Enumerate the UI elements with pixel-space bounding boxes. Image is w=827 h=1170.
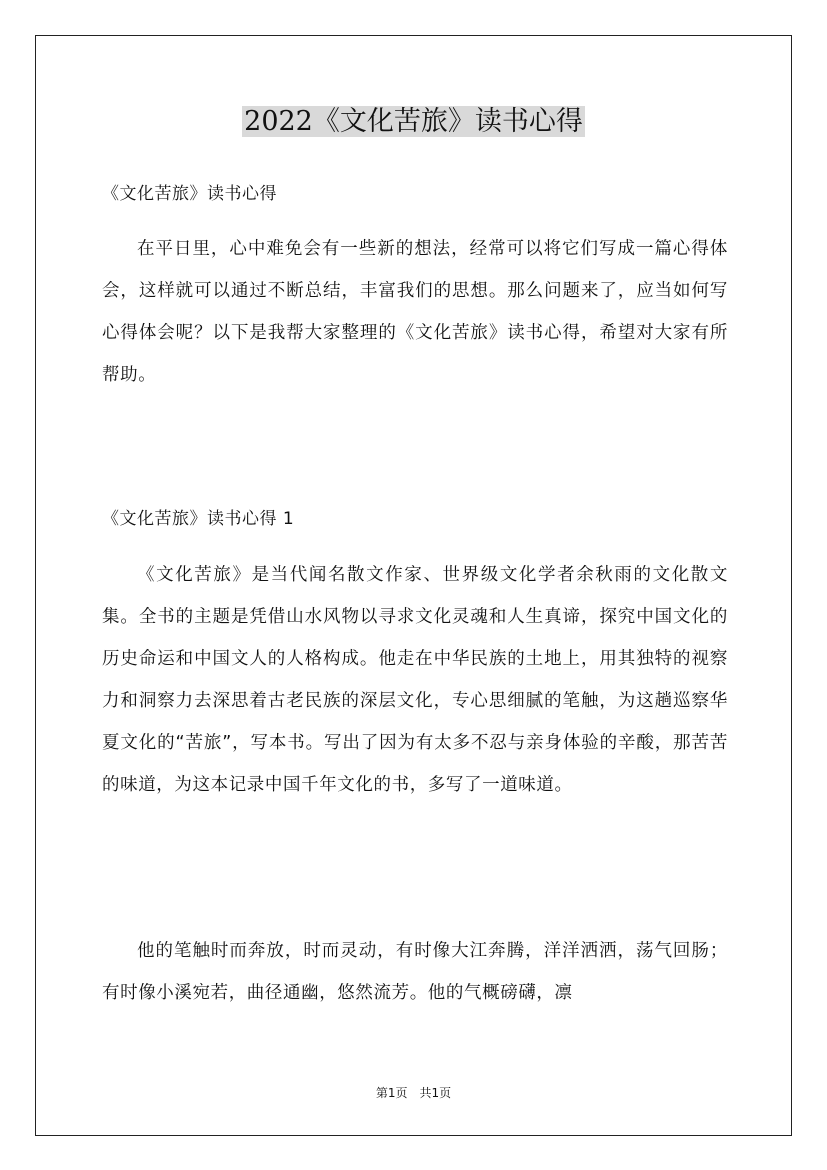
page-footer: 第1页 共1页 [375, 1086, 452, 1100]
section-paragraph: 《文化苦旅》是当代闻名散文作家、世界级文化学者余秋雨的文化散文集。全书的主题是凭借山水风物以寻求文化灵魂和人生真谛，探究中国文化的历史命运和中国文人的人格构成。他走在中华民族的土地上，用其独特的视察力和洞察力去深思着古老民族的深层文化，专心思细腻的笔触，为这趟巡察华夏文化的“苦旅”，写本书。写出了因为有太多不忍与亲身体验的辛酸，那苦苦的味道，为这本记录中国千年文化的书，多写了一道味道。 [102, 565, 728, 795]
intro-paragraph: 在平日里，心中难免会有一些新的想法，经常可以将它们写成一篇心得体会，这样就可以通过不断总结，丰富我们的思想。那么问题来了，应当如何写心得体会呢？以下是我帮大家整理的《文化苦旅》读书心得，希望对大家有所帮助。 [102, 239, 728, 385]
section-heading: 《文化苦旅》读书心得 1 [102, 509, 295, 529]
section-paragraph: 他的笔触时而奔放，时而灵动，有时像大江奔腾，洋洋洒洒，荡气回肠；有时像小溪宛若，曲径通幽，悠然流芳。他的气概磅礴，凛 [102, 941, 728, 1003]
document-title-text: 2022《文化苦旅》读书心得 [244, 106, 583, 137]
document-title [0, 100, 827, 144]
document-subtitle: 《文化苦旅》读书心得 [102, 184, 277, 204]
